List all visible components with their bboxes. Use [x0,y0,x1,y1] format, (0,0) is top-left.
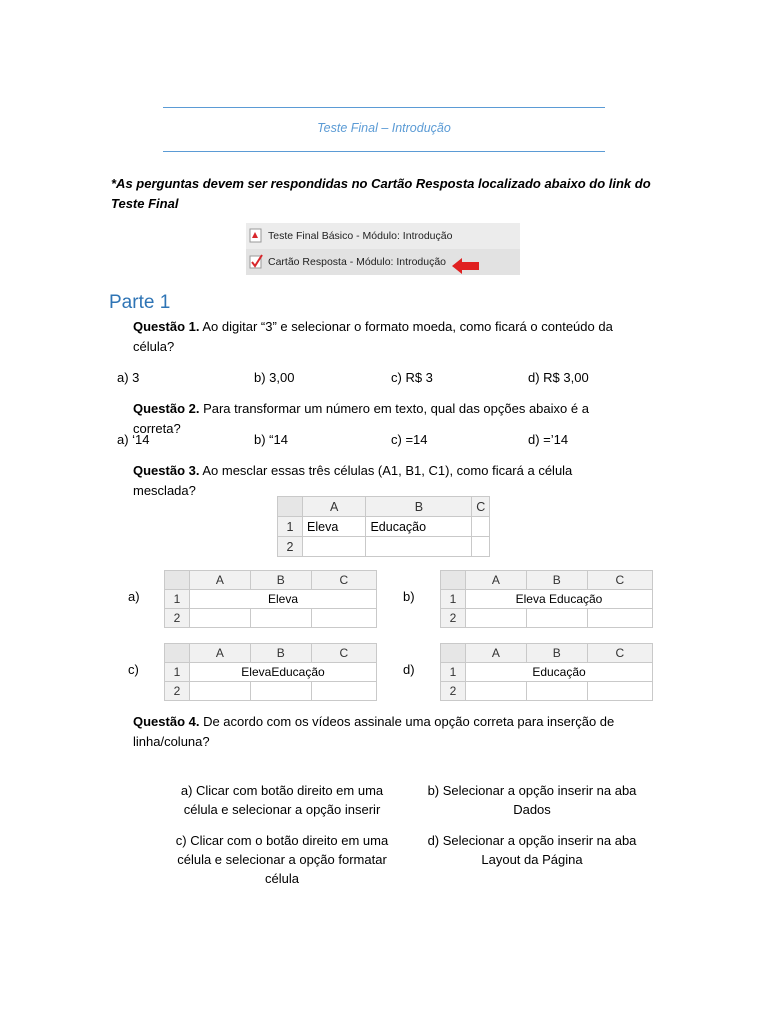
link-label: Cartão Resposta - Módulo: Introdução [268,256,447,268]
q2-option-a: a) ‘14 [117,432,150,447]
q2-option-b: b) “14 [254,432,288,447]
q4-option-a: a) Clicar com botão direito em uma célula e selecionar a opção inserir [180,783,384,817]
q3-option-d-label: d) [403,662,415,677]
question-number: Questão 4. [133,714,200,729]
q3-option-b-label: b) [403,589,415,604]
q3-option-c-sheet [164,643,377,701]
column-header-a: A [466,571,527,590]
question-number: Questão 1. [133,319,200,334]
header-rule-bottom [163,151,605,152]
q3-option-a-label: a) [128,589,140,604]
row-header-2: 2 [441,682,466,701]
link-label: Teste Final Básico - Módulo: Introdução [268,230,453,242]
question-text: De acordo com os vídeos assinale uma opção correta para inserção de linha/coluna? [133,714,615,749]
cell-a2 [190,682,251,701]
cell-c1 [472,517,490,537]
question-number: Questão 2. [133,401,200,416]
cell-b2 [366,537,472,557]
row-header-2: 2 [278,537,303,557]
q3-option-d-sheet [440,643,653,701]
cell-b2 [250,682,311,701]
q3-option-a-sheet [164,570,377,628]
checkmark-icon [249,254,263,269]
q2-option-c: c) =14 [391,432,428,447]
cell-c2 [311,682,376,701]
merged-cell: Eleva Educação [466,590,653,609]
column-header-c: C [311,644,376,663]
cell-a2 [466,682,527,701]
cell-a2 [190,609,251,628]
column-header-b: B [250,644,311,663]
column-header-b: B [250,571,311,590]
cell-a2 [466,609,527,628]
sheet-corner [441,644,466,663]
column-header-a: A [190,571,251,590]
cell-b1: Educação [366,517,472,537]
merged-cell: Educação [466,663,653,682]
row-header-1: 1 [165,590,190,609]
question-number: Questão 3. [133,463,200,478]
header-rule-top [163,107,605,108]
instruction-text: *As perguntas devem ser respondidas no Cartão Resposta localizado abaixo do link do Teste Final [111,176,651,211]
link-teste-final[interactable] [246,223,520,249]
row-header-2: 2 [165,682,190,701]
q4-option-b: b) Selecionar a opção inserir na aba Dados [427,783,637,817]
q1-option-a: a) 3 [117,370,140,385]
column-header-c: C [472,497,490,517]
question-3 [133,461,633,501]
cell-c2 [587,609,652,628]
q4-option-c: c) Clicar com o botão direito em uma célula e selecionar a opção formatar célula [175,833,389,886]
row-header-1: 1 [165,663,190,682]
q1-option-c: c) R$ 3 [391,370,433,385]
sheet-corner [441,571,466,590]
q3-option-c-label: c) [128,662,139,677]
part-heading: Parte 1 [109,292,171,313]
arrow-left-icon [452,258,480,274]
page-title: Teste Final – Introdução [317,121,451,135]
q4-option-d: d) Selecionar a opção inserir na aba Layout da Página [427,833,637,867]
sheet-corner [165,644,190,663]
cell-a2 [303,537,366,557]
sheet-corner [278,497,303,517]
q2-option-d: d) =’14 [528,432,569,447]
column-header-a: A [466,644,527,663]
question-text: Ao mesclar essas três células (A1, B1, C1), como ficará a célula mesclada? [133,463,573,498]
cell-c2 [587,682,652,701]
question-1 [133,317,633,357]
cell-b2 [526,609,587,628]
row-header-2: 2 [441,609,466,628]
column-header-b: B [526,571,587,590]
row-header-1: 1 [441,663,466,682]
question-text: Ao digitar “3” e selecionar o formato moeda, como ficará o conteúdo da célula? [133,319,613,354]
row-header-2: 2 [165,609,190,628]
question-text: Para transformar um número em texto, qual das opções abaixo é a correta? [133,401,589,436]
column-header-b: B [526,644,587,663]
q1-option-d: d) R$ 3,00 [528,370,589,385]
cell-c2 [472,537,490,557]
source-sheet [277,496,490,557]
cell-a1: Eleva [303,517,366,537]
cell-b2 [250,609,311,628]
column-header-a: A [303,497,366,517]
column-header-a: A [190,644,251,663]
question-4 [133,712,633,752]
q3-option-b-sheet [440,570,653,628]
row-header-1: 1 [278,517,303,537]
column-header-b: B [366,497,472,517]
column-header-c: C [587,644,652,663]
merged-cell: ElevaEducação [190,663,377,682]
row-header-1: 1 [441,590,466,609]
column-header-c: C [587,571,652,590]
sheet-corner [165,571,190,590]
merged-cell: Eleva [190,590,377,609]
cell-b2 [526,682,587,701]
column-header-c: C [311,571,376,590]
cell-c2 [311,609,376,628]
q1-option-b: b) 3,00 [254,370,295,385]
pdf-icon [249,228,263,243]
